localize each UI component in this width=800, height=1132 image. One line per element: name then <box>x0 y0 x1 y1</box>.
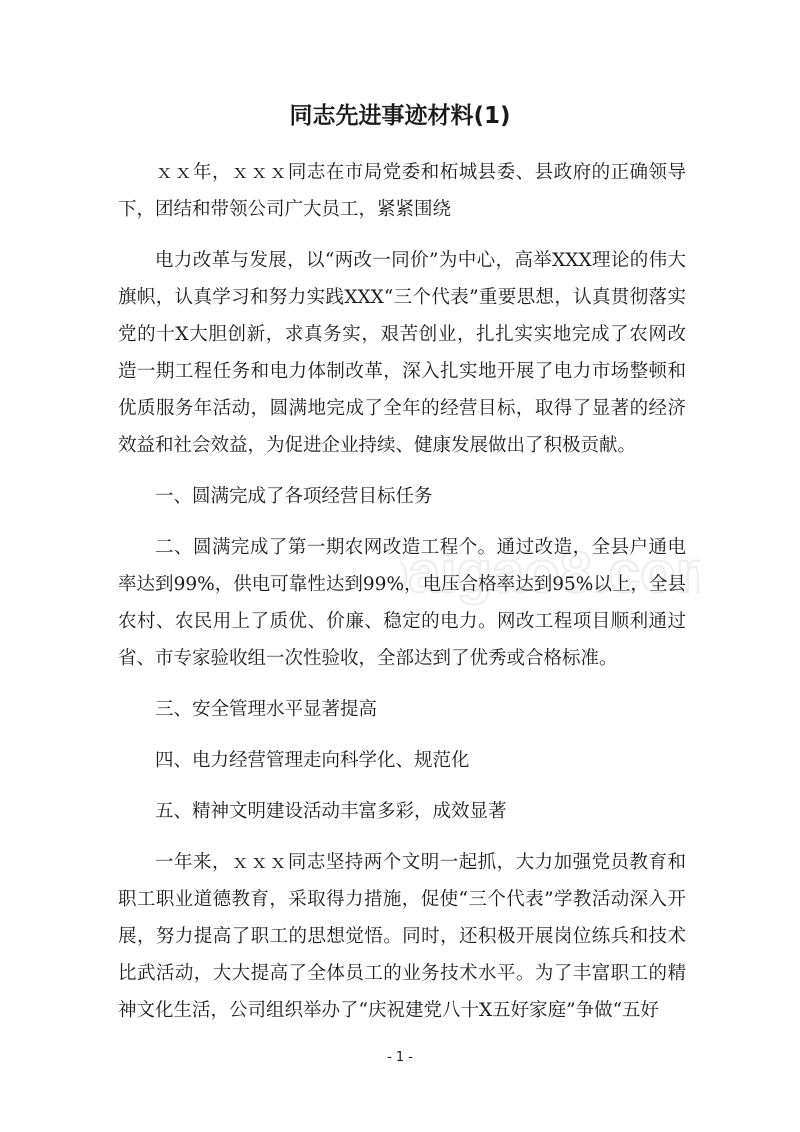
section-heading-1: 一、圆满完成了各项经营目标任务 <box>155 486 433 507</box>
paragraph-civilization: 一年来，ｘｘｘ同志坚持两个文明一起抓，大力加强党员教育和职工职业道德教育，采取得力措施，促使“三个代表”学教活动深入开展，努力提高了职工的思想觉悟。同时，还积极开展岗位练兵和技术比武活动，大大提高了全体员工的业务技术水平。为了丰富职工的精神文化生活，公司组织举办了“庆祝建党八十X五好家庭”争做“五好 <box>118 852 686 1021</box>
paragraph-reform: 电力改革与发展，以“两改一同价”为中心，高举XXX理论的伟大旗帜，认真学习和努力实践XXX“三个代表”重要思想，认真贯彻落实党的十X大胆创新，求真务实，艰苦创业，扎扎实实地完成了农网改造一期工程任务和电力体制改革，深入扎实地开展了电力市场整顿和优质服务年活动，圆满地完成了全年的经营目标，取得了显著的经济效益和社会效益，为促进企业持续、健康发展做出了积极贡献。 <box>118 250 686 456</box>
document-title: 同志先进事迹材料(1) <box>289 103 511 129</box>
section-heading-5: 五、精神文明建设活动丰富多彩，成效显著 <box>155 801 507 822</box>
section-heading-4: 四、电力经营管理走向科学化、规范化 <box>155 750 470 771</box>
paragraph-grid-project: 二、圆满完成了第一期农网改造工程个。通过改造，全县户通电率达到99%，供电可靠性达到99%，电压合格率达到95%以上，全县农村、农民用上了质优、价廉、稳定的电力。网改工程项目顺利通过省、市专家验收组一次性验收，全部达到了优秀或合格标准。 <box>118 537 686 669</box>
page-number: - 1 - <box>387 1050 413 1065</box>
document-body <box>118 154 686 1043</box>
svg-text:baigao8.com: aigao8.co <box>408 540 676 605</box>
paragraph-intro: ｘｘ年，ｘｘｘ同志在市局党委和柘城县委、县政府的正确领导下，团结和带领公司广大员工，紧紧围绕 <box>118 162 686 220</box>
section-heading-3: 三、安全管理水平显著提高 <box>155 699 378 720</box>
